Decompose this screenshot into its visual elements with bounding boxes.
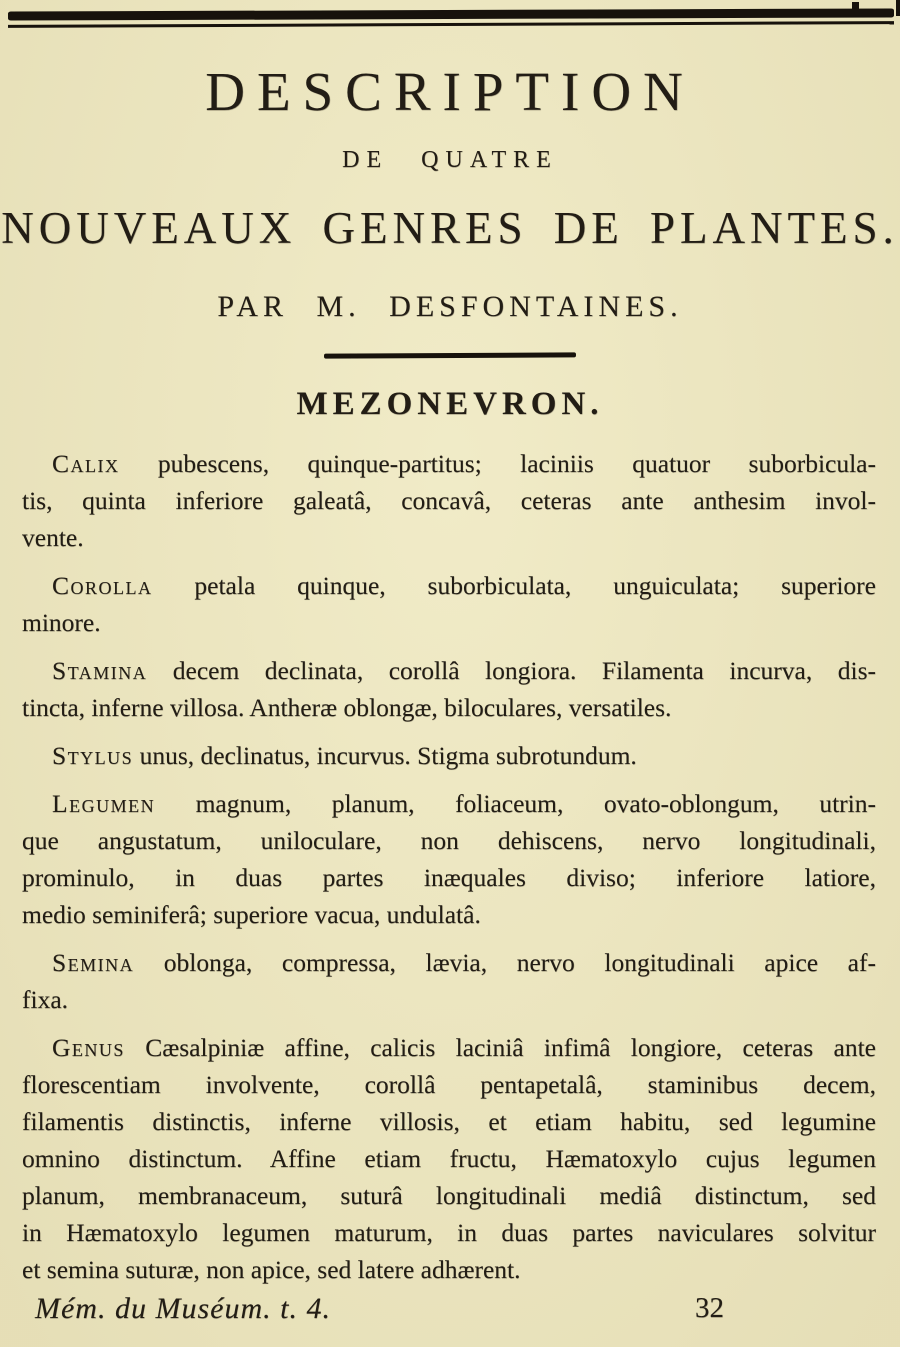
lead-word: Legumen [52, 789, 156, 818]
paragraph-line: filamentis distinctis, inferne villosis, et etiam habitu, sed legumine [22, 1107, 876, 1136]
divider-rule [324, 352, 576, 358]
paragraph [22, 1029, 876, 1288]
paragraph-line: tis, quinta inferiore galeatâ, concavâ, ceteras ante anthesim invol- [22, 486, 876, 515]
paragraph-line: tincta, inferne villosa. Antheræ oblongæ, biloculares, versatiles. [22, 693, 672, 722]
paragraph [22, 737, 876, 774]
section-heading: MEZONEVRON. [296, 386, 604, 422]
lead-word: Calix [52, 449, 120, 478]
paragraph-line: Genus Cæsalpiniæ affine, calicis laciniâ infimâ longiore, ceteras ante [52, 1033, 876, 1062]
main-title: NOUVEAUX GENRES DE PLANTES. [1, 203, 899, 253]
scan-artifact [896, 0, 900, 16]
signature-number: 32 [695, 1292, 724, 1324]
paragraph [22, 944, 876, 1018]
paragraph-line: fixa. [22, 985, 69, 1014]
paragraph-line: vente. [22, 523, 84, 552]
body-text [0, 445, 900, 1288]
paragraph [22, 785, 876, 933]
top-rule-thin [8, 21, 894, 28]
paragraph-line: Legumen magnum, planum, foliaceum, ovato-oblongum, utrin- [52, 789, 876, 818]
paragraph-line: prominulo, in duas partes inæquales diviso; inferiore latiore, [22, 863, 876, 892]
page-footer [0, 1292, 900, 1332]
lead-word: Semina [52, 948, 135, 977]
journal-reference: Mém. du Muséum. t. 4. [35, 1292, 331, 1325]
paragraph-line: Semina oblonga, compressa, lævia, nervo longitudinali apice af- [52, 948, 876, 977]
paragraph [22, 445, 876, 556]
paragraph-line: florescentiam involvente, corollâ pentapetalâ, staminibus decem, [22, 1070, 876, 1099]
paragraph-line: planum, membranaceum, suturâ longitudinali mediâ distinctum, sed [22, 1181, 876, 1210]
page-title: DESCRIPTION [205, 61, 695, 122]
lead-word: Stylus [52, 741, 134, 770]
paragraph-line: omnino distinctum. Affine etiam fructu, Hæmatoxylo cujus legumen [22, 1144, 876, 1173]
paragraph-line: Stamina decem declinata, corollâ longiora. Filamenta incurva, dis- [52, 656, 876, 685]
lead-word: Stamina [52, 656, 148, 685]
top-rule-thick [8, 8, 894, 20]
paragraph-line: medio seminiferâ; superiore vacua, undulatâ. [22, 900, 481, 929]
paragraph-line: in Hæmatoxylo legumen maturum, in duas partes naviculares solvitur [22, 1218, 876, 1247]
paragraph-line: minore. [22, 608, 101, 637]
byline: PAR M. DESFONTAINES. [217, 290, 683, 323]
paragraph-line: que angustatum, uniloculare, non dehiscens, nervo longitudinali, [22, 826, 876, 855]
paragraph-line: Calix pubescens, quinque-partitus; laciniis quatuor suborbicula- [52, 449, 876, 478]
lead-word: Genus [52, 1033, 125, 1062]
paragraph-line: et semina suturæ, non apice, sed latere adhærent. [22, 1255, 521, 1284]
paragraph [22, 652, 876, 726]
paragraph [22, 567, 876, 641]
double-rule [8, 10, 894, 26]
subtitle: DE QUATRE [342, 147, 558, 173]
paragraph-line: Stylus unus, declinatus, incurvus. Stigma subrotundum. [52, 741, 637, 770]
lead-word: Corolla [52, 571, 153, 600]
paragraph-line: Corolla petala quinque, suborbiculata, unguiculata; superiore [52, 571, 876, 600]
